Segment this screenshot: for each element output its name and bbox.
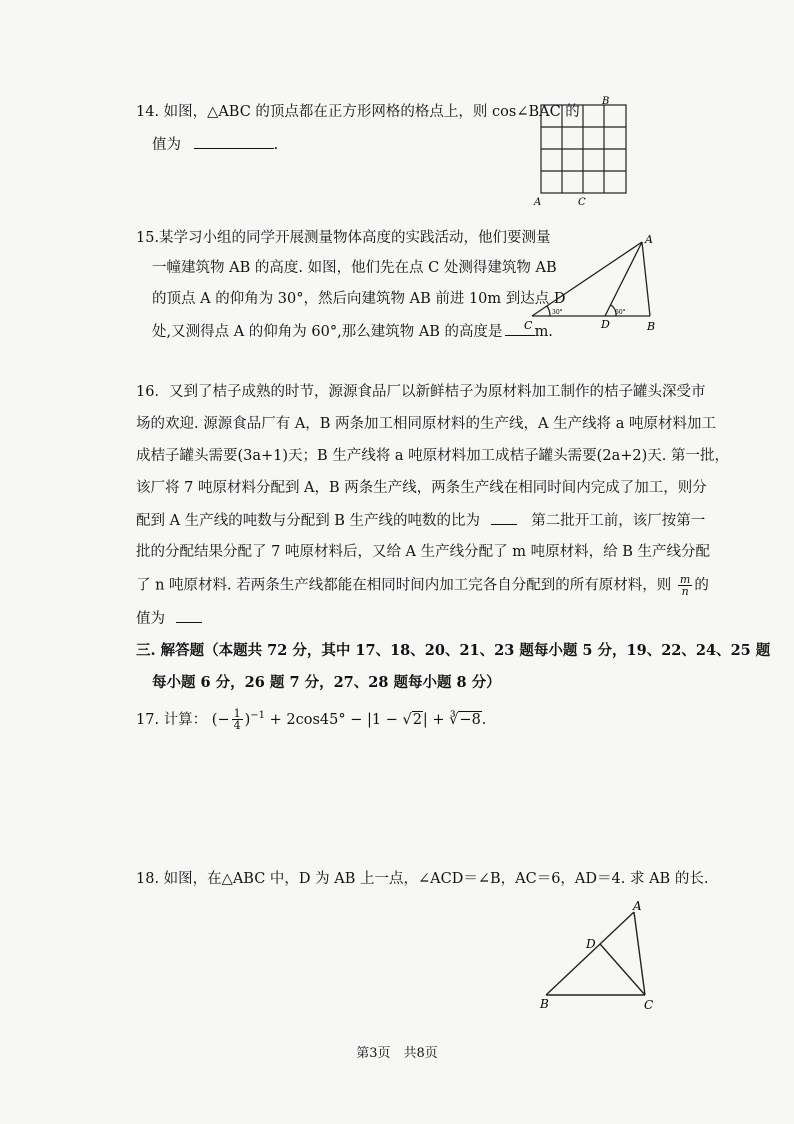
q18-label-a: A (633, 899, 642, 913)
q15-label-c: C (524, 319, 533, 332)
q18-label-b: B (540, 997, 549, 1011)
q14-label-b: B (602, 96, 610, 107)
q16-line2: 场的欢迎. 源源食品厂有 A，B 两条加工相同原材料的生产线，A 生产线将 a 吨原材料加工 (136, 416, 717, 432)
q15-line3: 的顶点 A 的仰角为 30°，然后向建筑物 AB 前进 10m 到达点 D (152, 291, 566, 307)
q16-ratio-blank[interactable] (491, 510, 517, 525)
q14-text: 如图，△ABC 的顶点都在正方形网格的格点上，则 cos∠BAC 的 (163, 104, 580, 120)
q18-label-d: D (586, 937, 596, 951)
q15-label-d: D (601, 318, 610, 331)
section3-heading: 三. 解答题（本题共 72 分，其中 17、18、20、21、23 题每小题 5 分，19、22、24、25 题 (136, 642, 771, 659)
q15-label-a: A (645, 233, 653, 246)
q16-line4: 该厂将 7 吨原材料分配到 A，B 两条生产线，两条生产线在相同时间内完成了加工，则分 (136, 480, 707, 496)
q16-line3: 成桔子罐头需要(3a+1)天；B 生产线将 a 吨原材料加工成桔子罐头需要(2a+2)天. 第一批， (136, 448, 729, 464)
q16-line8: 值为 (136, 608, 202, 629)
q15-line1: 15.某学习小组的同学开展测量物体高度的实践活动，他们要测量 (136, 230, 551, 246)
q14-number: 14. (136, 104, 160, 120)
q14-line1 (136, 102, 580, 122)
q18-text: 18. 如图，在△ABC 中，D 为 AB 上一点，∠ACD＝∠B，AC＝6，AD＝4. 求 AB 的长. (136, 871, 709, 887)
q16-value-blank[interactable] (176, 608, 202, 623)
q15-line4: 处,又测得点 A 的仰角为 60°,那么建筑物 AB 的高度是 m. (152, 321, 553, 342)
q15-line2: 一幢建筑物 AB 的高度. 如图，他们先在点 C 处测得建筑物 AB (152, 260, 557, 276)
q15-triangle-figure (520, 230, 660, 336)
q14-answer-prompt: 值为 (152, 137, 181, 153)
q15-angle-60: 60° (615, 309, 626, 316)
q16-fraction-m-over-n: $\frac{m}{n}$ (679, 573, 691, 598)
q15-label-b: B (647, 320, 656, 333)
q17-fraction: $\frac{1}{4}$ (233, 707, 241, 733)
q14-answer-blank[interactable] (194, 134, 274, 149)
q14-label-a: A (534, 197, 542, 208)
q18-label-c: C (644, 998, 654, 1012)
q16-line1: 16．又到了桔子成熟的时节，源源食品厂以新鲜桔子为原材料加工制作的桔子罐头深受市 (136, 384, 706, 400)
q17-prefix: 17. 计算： (136, 711, 208, 728)
q14-grid-figure (530, 94, 634, 208)
page-footer: 第3页 共8页 (356, 1046, 438, 1061)
q15-angle-30: 30° (552, 309, 563, 316)
q16-line7: 了 n 吨原材料. 若两条生产线都能在相同时间内加工完各自分配到的所有原材料，则 $\frac{m}{n}$ 的 (136, 573, 709, 598)
q14-line2: 值为 . (152, 134, 278, 155)
q17-expression: (− $\frac{1}{4}$ )$^{-1}$ + 2cos45° − |1 − √2| + ∛−8. (211, 707, 487, 733)
q17-line (136, 706, 486, 731)
q16-line6: 批的分配结果分配了 7 吨原材料后，又给 A 生产线分配了 m 吨原材料，给 B 生产线分配 (136, 544, 710, 560)
q18-triangle-figure (530, 892, 660, 1016)
q16-line5: 配到 A 生产线的吨数与分配到 B 生产线的吨数的比为 第二批开工前，该厂按第一 (136, 510, 705, 531)
q14-label-c: C (578, 197, 586, 208)
section3-heading-line2: 每小题 6 分，26 题 7 分，27、28 题每小题 8 分） (152, 674, 501, 691)
